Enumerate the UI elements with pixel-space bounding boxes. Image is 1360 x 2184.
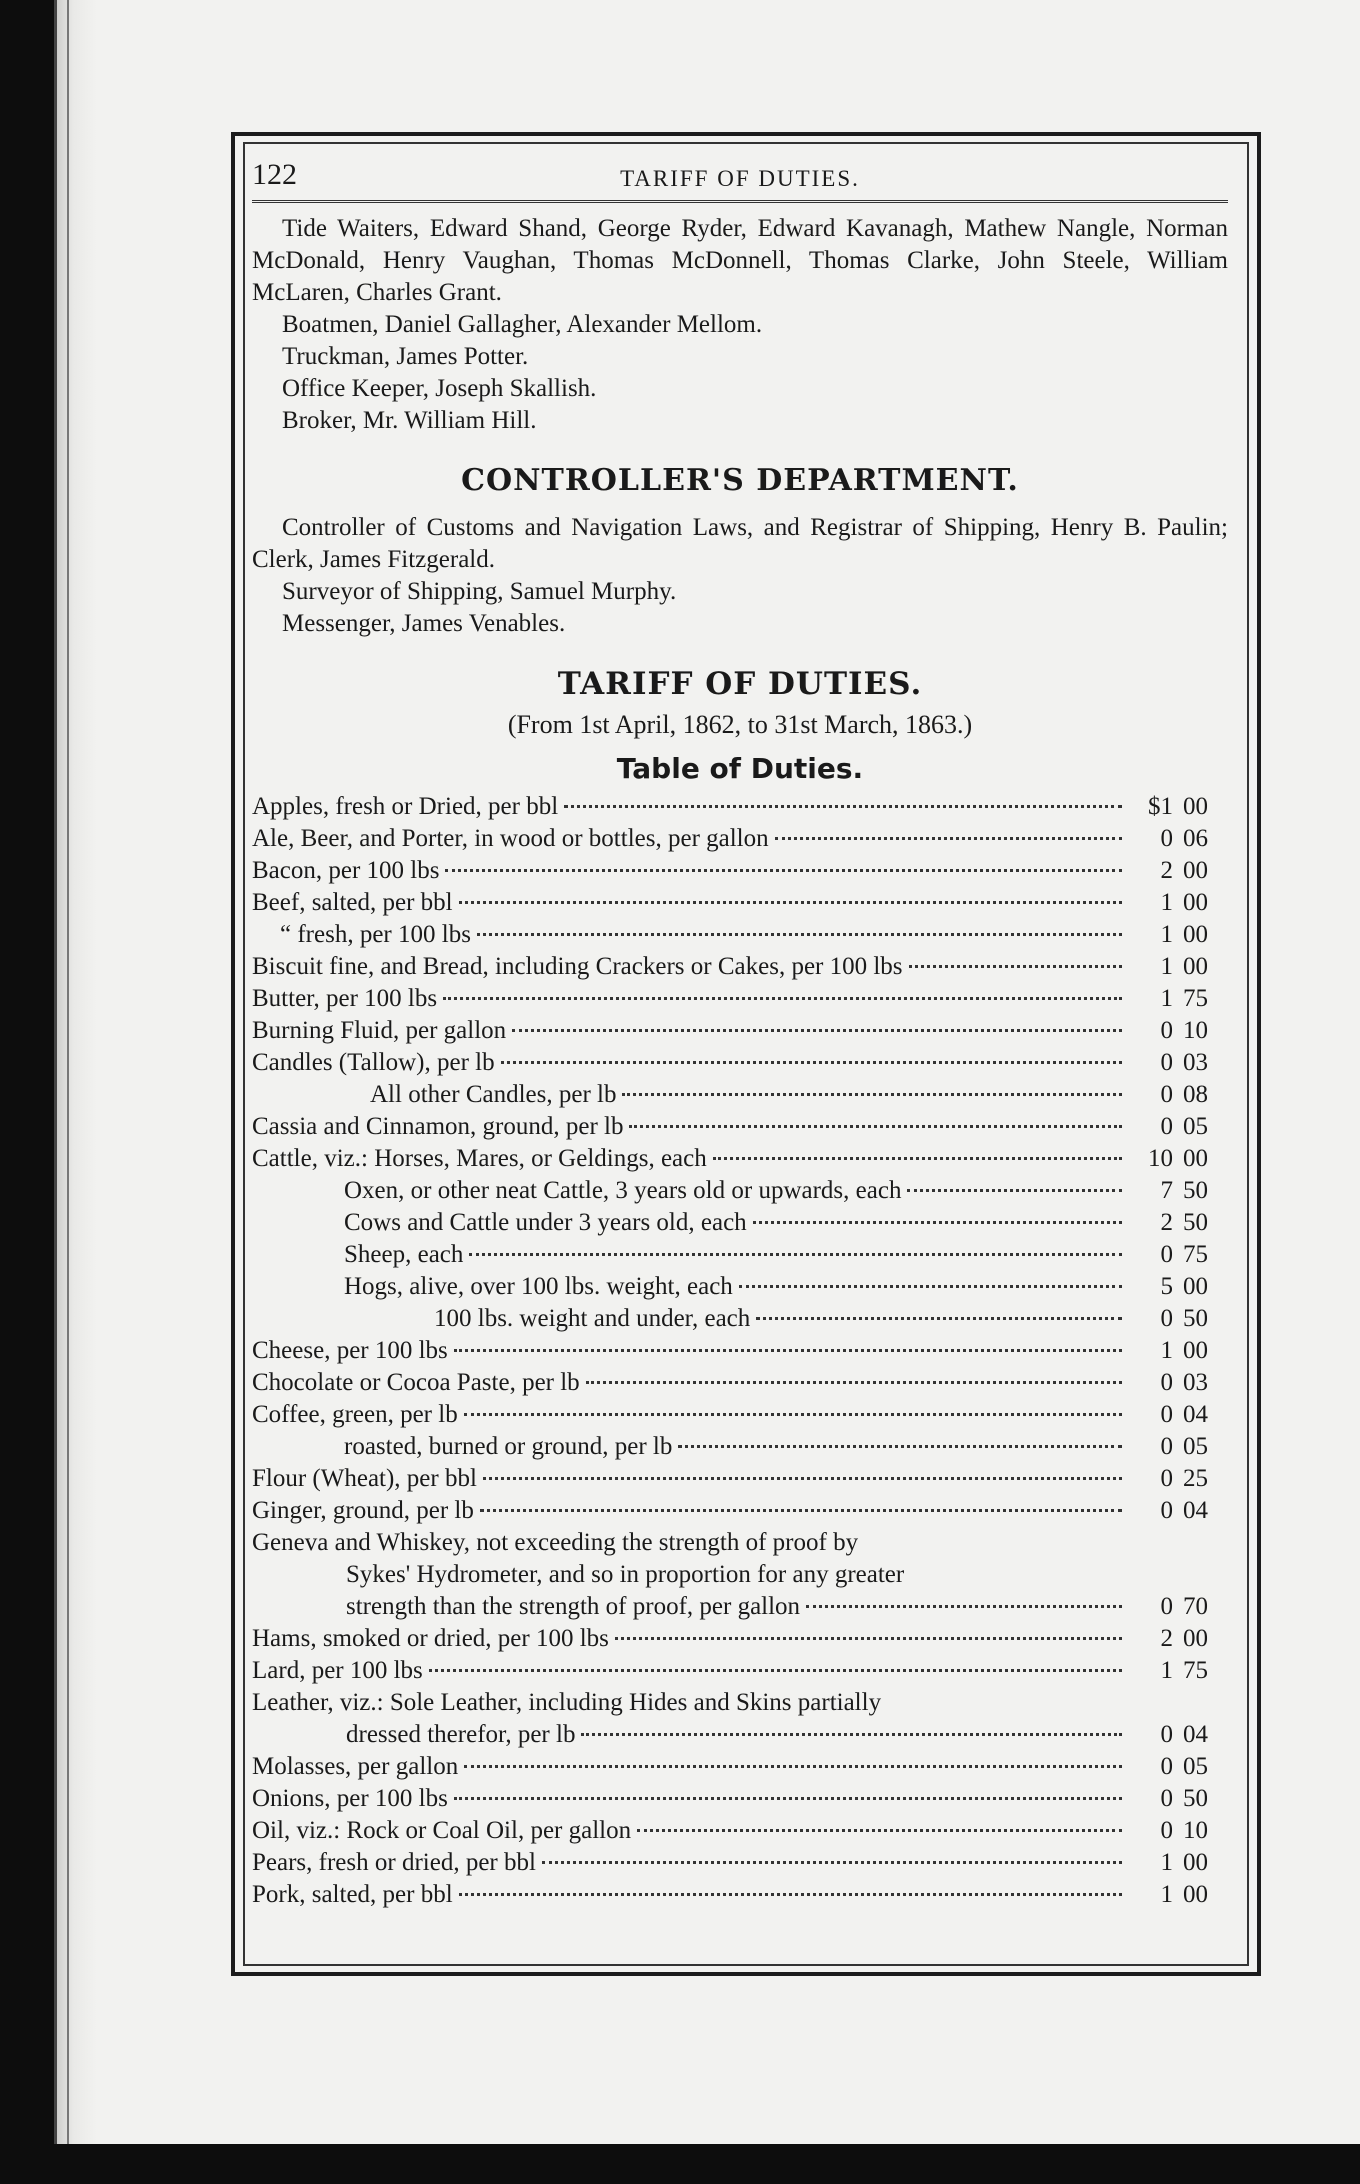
duty-amount (1128, 1241, 1228, 1269)
table-row (252, 1273, 1228, 1305)
duty-amount (1128, 1369, 1228, 1397)
controller-line: Controller of Customs and Navigation Laws, and Registrar of Shipping, Henry B. Paulin; Clerk, James Fitzgerald. (252, 514, 1228, 573)
duty-item-label: Ginger, ground, per lb (252, 1497, 474, 1524)
duty-amount (1128, 1401, 1228, 1429)
duty-cents: 00 (1183, 953, 1208, 980)
duty-cents: 00 (1183, 1273, 1208, 1300)
duty-item-label: dressed therefor, per lb (346, 1721, 576, 1748)
dot-leader (586, 1381, 1122, 1384)
duty-cents: 50 (1183, 1209, 1208, 1236)
duty-cents: 00 (1183, 793, 1208, 820)
dot-leader (483, 1477, 1122, 1480)
page-number: 122 (252, 158, 297, 191)
controller-line: Surveyor of Shipping, Samuel Murphy. (282, 578, 677, 605)
duty-cents: 50 (1183, 1785, 1208, 1812)
duty-amount (1128, 1721, 1228, 1749)
duty-dollars: 0 (1160, 1593, 1173, 1620)
duty-item-label: Geneva and Whiskey, not exceeding the strength of proof by (252, 1529, 859, 1556)
table-row (252, 1369, 1228, 1401)
duty-amount (1128, 1881, 1228, 1909)
duty-dollars: 2 (1160, 1625, 1173, 1652)
duty-dollars: 0 (1160, 1497, 1173, 1524)
duty-amount (1128, 921, 1228, 949)
duty-item-label: Biscuit fine, and Bread, including Crackers or Cakes, per 100 lbs (252, 953, 903, 980)
duty-amount (1128, 793, 1228, 821)
tariff-heading: TARIFF OF DUTIES. (557, 666, 923, 702)
table-row (252, 1657, 1228, 1689)
table-row (252, 1529, 1228, 1561)
duty-cents: 04 (1183, 1721, 1208, 1748)
table-row (252, 1721, 1228, 1753)
duty-amount (1128, 1625, 1228, 1653)
duty-amount (1128, 1177, 1228, 1205)
dot-leader (454, 1797, 1122, 1800)
duty-cents: 00 (1183, 889, 1208, 916)
table-row (252, 953, 1228, 985)
table-row (252, 1625, 1228, 1657)
duty-amount (1128, 1049, 1228, 1077)
duty-item-label: Ale, Beer, and Porter, in wood or bottles, per gallon (252, 825, 769, 852)
duty-cents: 25 (1183, 1465, 1208, 1492)
duty-item-label: 100 lbs. weight and under, each (434, 1305, 751, 1332)
dot-leader (564, 805, 1122, 808)
dot-leader (454, 1349, 1122, 1352)
duty-item-label: Molasses, per gallon (252, 1753, 459, 1780)
dot-leader (615, 1637, 1122, 1640)
duty-cents: 04 (1183, 1401, 1208, 1428)
table-row (252, 1465, 1228, 1497)
duty-dollars: 0 (1160, 1401, 1173, 1428)
duty-cents: 00 (1183, 857, 1208, 884)
dot-leader (907, 1189, 1122, 1192)
table-row (252, 1145, 1228, 1177)
duty-amount (1128, 1497, 1228, 1525)
duty-dollars: 0 (1160, 1433, 1173, 1460)
duty-dollars: 0 (1160, 1305, 1173, 1332)
duty-amount (1128, 825, 1228, 853)
table-row (252, 857, 1228, 889)
duty-dollars: 1 (1160, 953, 1173, 980)
duty-amount (1128, 985, 1228, 1013)
duty-cents: 03 (1183, 1369, 1208, 1396)
dot-leader (443, 997, 1122, 1000)
duty-dollars: 0 (1160, 1113, 1173, 1140)
duty-cents: 00 (1183, 1625, 1208, 1652)
duties-table (252, 793, 1228, 1913)
duty-amount (1128, 1433, 1228, 1461)
duty-cents: 00 (1183, 1145, 1208, 1172)
dot-leader (581, 1733, 1122, 1736)
page-content (252, 158, 1228, 1913)
table-row (252, 1753, 1228, 1785)
duty-cents: 75 (1183, 1657, 1208, 1684)
duty-item-label: “ fresh, per 100 lbs (280, 921, 471, 948)
duty-item-label: Leather, viz.: Sole Leather, including Hides and Skins partially (252, 1689, 882, 1716)
duty-dollars: 0 (1160, 825, 1173, 852)
duty-dollars: 1 (1160, 1657, 1173, 1684)
duty-amount (1128, 1209, 1228, 1237)
dot-leader (445, 869, 1122, 872)
duty-cents: 03 (1183, 1049, 1208, 1076)
table-row (252, 1433, 1228, 1465)
controller-line: Messenger, James Venables. (282, 610, 566, 637)
duty-item-label: Lard, per 100 lbs (252, 1657, 423, 1684)
duty-amount (1128, 1337, 1228, 1365)
dot-leader (775, 837, 1122, 840)
duty-cents: 00 (1183, 1881, 1208, 1908)
duty-cents: 00 (1183, 921, 1208, 948)
duty-amount (1128, 953, 1228, 981)
dot-leader (756, 1317, 1122, 1320)
duty-amount (1128, 1465, 1228, 1493)
duty-dollars: 10 (1148, 1145, 1173, 1172)
dot-leader (739, 1285, 1122, 1288)
duty-dollars: 2 (1160, 1209, 1173, 1236)
duty-amount (1128, 1593, 1228, 1621)
table-row (252, 1785, 1228, 1817)
duty-amount (1128, 1753, 1228, 1781)
dot-leader (480, 1509, 1122, 1512)
duty-amount (1128, 857, 1228, 885)
table-row (252, 1177, 1228, 1209)
duty-amount (1128, 1145, 1228, 1173)
duty-dollars: 1 (1160, 1881, 1173, 1908)
dot-leader (459, 1893, 1122, 1896)
dot-leader (459, 901, 1122, 904)
dot-leader (909, 965, 1122, 968)
duty-item-label: Cassia and Cinnamon, ground, per lb (252, 1113, 624, 1140)
duty-cents: 50 (1183, 1177, 1208, 1204)
duty-amount (1128, 1113, 1228, 1141)
dot-leader (637, 1829, 1122, 1832)
duty-dollars: 2 (1160, 857, 1173, 884)
table-row (252, 1497, 1228, 1529)
duty-cents: 70 (1183, 1593, 1208, 1620)
duty-item-label: Cheese, per 100 lbs (252, 1337, 448, 1364)
duty-cents: 50 (1183, 1305, 1208, 1332)
duty-dollars: 0 (1160, 1369, 1173, 1396)
table-row (252, 1081, 1228, 1113)
duty-cents: 05 (1183, 1113, 1208, 1140)
dot-leader (469, 1253, 1122, 1256)
duty-amount (1128, 1657, 1228, 1685)
table-row (252, 1689, 1228, 1721)
duty-cents: 00 (1183, 1849, 1208, 1876)
running-head: TARIFF OF DUTIES. (620, 166, 860, 191)
duty-item-label: Cattle, viz.: Horses, Mares, or Geldings, each (252, 1145, 707, 1172)
table-row (252, 1113, 1228, 1145)
duty-amount (1128, 1849, 1228, 1877)
duty-cents: 08 (1183, 1081, 1208, 1108)
duty-item-label: Apples, fresh or Dried, per bbl (252, 793, 559, 820)
duty-dollars: 0 (1160, 1241, 1173, 1268)
staff-tide-waiters: Tide Waiters, Edward Shand, George Ryder, Edward Kavanagh, Mathew Nangle, Norman McDonald, Henry Vaughan, Thomas McDonnell, Thomas Clarke, John Steele, William McLaren, Charles Grant. (252, 215, 1228, 306)
table-row (252, 1049, 1228, 1081)
dot-leader (622, 1093, 1122, 1096)
table-row (252, 1593, 1228, 1625)
table-row (252, 793, 1228, 825)
duty-cents: 00 (1183, 1337, 1208, 1364)
table-row (252, 1561, 1228, 1593)
duty-item-label: Pork, salted, per bbl (252, 1881, 453, 1908)
dot-leader (464, 1413, 1122, 1416)
duty-dollars: 0 (1160, 1817, 1173, 1844)
duty-item-label: Hams, smoked or dried, per 100 lbs (252, 1625, 609, 1652)
table-title: Table of Duties. (616, 752, 864, 785)
duty-dollars: 0 (1160, 1465, 1173, 1492)
table-row (252, 1817, 1228, 1849)
duty-cents: 10 (1183, 1017, 1208, 1044)
duty-item-label: Chocolate or Cocoa Paste, per lb (252, 1369, 580, 1396)
duty-dollars: 7 (1160, 1177, 1173, 1204)
dot-leader (501, 1061, 1122, 1064)
dot-leader (542, 1861, 1122, 1864)
duty-cents: 06 (1183, 825, 1208, 852)
dot-leader (477, 933, 1122, 936)
duty-dollars: 1 (1160, 985, 1173, 1012)
duty-cents: 75 (1183, 985, 1208, 1012)
duty-item-label: Candles (Tallow), per lb (252, 1049, 495, 1076)
duty-dollars: 0 (1160, 1081, 1173, 1108)
duty-amount (1128, 1785, 1228, 1813)
duty-dollars: 5 (1160, 1273, 1173, 1300)
table-row (252, 825, 1228, 857)
table-row (252, 1305, 1228, 1337)
duty-dollars: $1 (1148, 793, 1173, 820)
book-spine (54, 0, 97, 2144)
duty-cents: 05 (1183, 1753, 1208, 1780)
duty-amount (1128, 889, 1228, 917)
duty-cents: 05 (1183, 1433, 1208, 1460)
duty-item-label: Cows and Cattle under 3 years old, each (344, 1209, 747, 1236)
table-row (252, 1017, 1228, 1049)
staff-office-keeper: Office Keeper, Joseph Skallish. (282, 375, 597, 402)
duty-dollars: 0 (1160, 1049, 1173, 1076)
dot-leader (629, 1125, 1122, 1128)
duty-cents: 04 (1183, 1497, 1208, 1524)
dot-leader (464, 1765, 1122, 1768)
controller-list (252, 512, 1228, 640)
controller-heading: CONTROLLER'S DEPARTMENT. (461, 463, 1019, 498)
duty-amount (1128, 1081, 1228, 1109)
duty-amount (1128, 1273, 1228, 1301)
tariff-period: (From 1st April, 1862, to 31st March, 1863.) (507, 710, 973, 739)
duty-item-label: Beef, salted, per bbl (252, 889, 453, 916)
duty-item-label: Pears, fresh or dried, per bbl (252, 1849, 536, 1876)
duty-item-label: roasted, burned or ground, per lb (344, 1433, 673, 1460)
duty-amount (1128, 1817, 1228, 1845)
staff-boatmen: Boatmen, Daniel Gallagher, Alexander Mellom. (282, 311, 763, 338)
duty-item-label: Bacon, per 100 lbs (252, 857, 440, 884)
duty-dollars: 0 (1160, 1721, 1173, 1748)
dot-leader (806, 1605, 1122, 1608)
duty-item-label: Burning Fluid, per gallon (252, 1017, 507, 1044)
duty-item-label: Onions, per 100 lbs (252, 1785, 448, 1812)
duty-item-label: Flour (Wheat), per bbl (252, 1465, 477, 1492)
duty-item-label: strength than the strength of proof, per gallon (346, 1593, 801, 1620)
duty-dollars: 0 (1160, 1753, 1173, 1780)
table-row (252, 1337, 1228, 1369)
page-header (252, 158, 1228, 203)
staff-truckman: Truckman, James Potter. (282, 343, 529, 370)
staff-list (252, 213, 1228, 437)
dot-leader (713, 1157, 1122, 1160)
table-row (252, 1849, 1228, 1881)
table-row (252, 1209, 1228, 1241)
duty-dollars: 1 (1160, 889, 1173, 916)
duty-cents: 10 (1183, 1817, 1208, 1844)
duty-cents: 75 (1183, 1241, 1208, 1268)
dot-leader (512, 1029, 1122, 1032)
duty-dollars: 1 (1160, 1337, 1173, 1364)
duty-item-label: Butter, per 100 lbs (252, 985, 438, 1012)
duty-dollars: 0 (1160, 1785, 1173, 1812)
dot-leader (678, 1445, 1122, 1448)
table-row (252, 889, 1228, 921)
dot-leader (429, 1669, 1122, 1672)
duty-amount (1128, 1305, 1228, 1333)
duty-dollars: 1 (1160, 1849, 1173, 1876)
table-row (252, 921, 1228, 953)
table-row (252, 1241, 1228, 1273)
table-row (252, 985, 1228, 1017)
table-row (252, 1881, 1228, 1913)
dot-leader (753, 1221, 1122, 1224)
duty-amount (1128, 1017, 1228, 1045)
duty-item-label: All other Candles, per lb (370, 1081, 617, 1108)
duty-dollars: 0 (1160, 1017, 1173, 1044)
duty-item-label: Coffee, green, per lb (252, 1401, 458, 1428)
duty-item-label: Oxen, or other neat Cattle, 3 years old or upwards, each (344, 1177, 902, 1204)
duty-item-label: Hogs, alive, over 100 lbs. weight, each (344, 1273, 733, 1300)
duty-item-label: Sykes' Hydrometer, and so in proportion for any greater (346, 1561, 905, 1588)
duty-item-label: Oil, viz.: Rock or Coal Oil, per gallon (252, 1817, 632, 1844)
duty-dollars: 1 (1160, 921, 1173, 948)
staff-broker: Broker, Mr. William Hill. (282, 407, 537, 434)
table-row (252, 1401, 1228, 1433)
duty-item-label: Sheep, each (344, 1241, 464, 1268)
